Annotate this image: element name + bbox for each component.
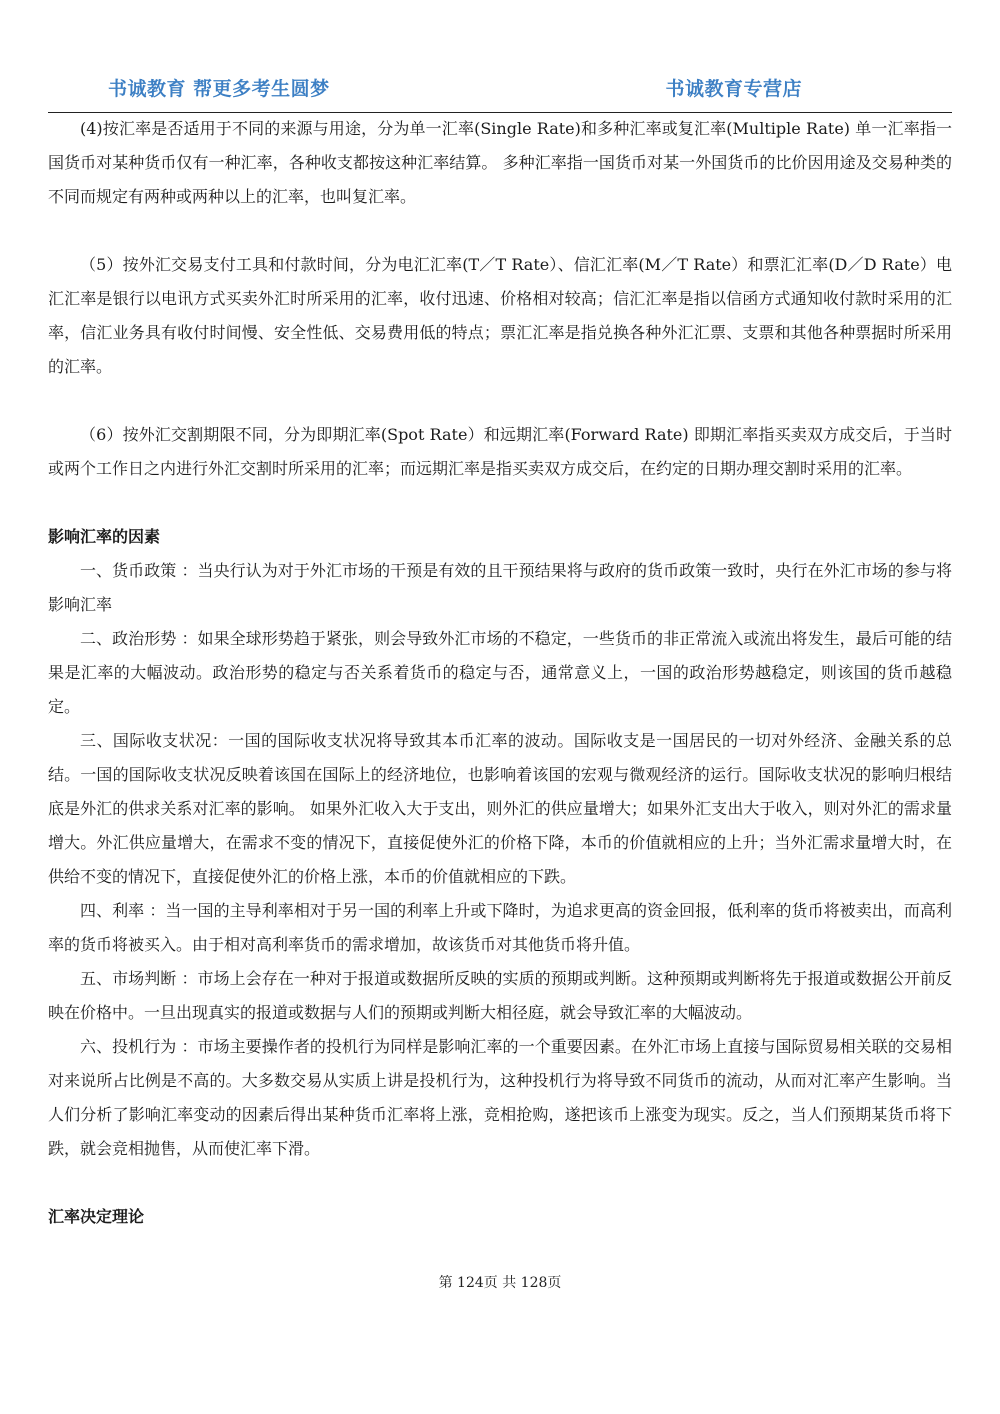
page-number: 第 124页 共 128页 (438, 1275, 562, 1291)
paragraph-gap (48, 1166, 952, 1200)
factor-market-judgment: 五、市场判断 ：市场上会存在一种对于报道或数据所反映的实质的预期或判断。这种预期或判断将先于报道或数据公开前反映在价格中。一旦出现真实的报道或数据与人们的预期或判断大相径庭，就会导致汇率的大幅波动。 (48, 969, 952, 1022)
paragraph-gap (48, 214, 952, 248)
section-heading-theory: 汇率决定理论 (48, 1207, 145, 1226)
paragraph-rate-payment: （5）按外汇交易支付工具和付款时间，分为电汇汇率(T／T Rate）、信汇汇率(M／T Rate）和票汇汇率(D／D Rate）电汇汇率是银行以电讯方式买卖外汇时所采用的汇率，收付迅速、价格相对较高；信汇汇率是指以信函方式通知收付款时采用的汇率，信汇业务具有收付时间慢、安全性低、交易费用低的特点；票汇汇率是指兑换各种外汇汇票、支票和其他各种票据时所采用的汇率。 (48, 255, 952, 376)
section-heading-factors: 影响汇率的因素 (48, 527, 161, 546)
paragraph-rate-delivery: （6）按外汇交割期限不同，分为即期汇率(Spot Rate）和远期汇率(Forward Rate) 即期汇率指买卖双方成交后，于当时或两个工作日之内进行外汇交割时所采用的汇率；而远期汇率是指买卖双方成交后，在约定的日期办理交割时采用的汇率。 (48, 425, 952, 478)
page-header (48, 70, 952, 113)
paragraph-gap (48, 486, 952, 520)
header-brand-slogan: 书诚教育 帮更多考生圆梦 (108, 78, 330, 100)
factor-political-situation: 二、政治形势 ：如果全球形势趋于紧张，则会导致外汇市场的不稳定，一些货币的非正常流入或流出将发生，最后可能的结果是汇率的大幅波动。政治形势的稳定与否关系着货币的稳定与否，通常意义上，一国的政治形势越稳定，则该国的货币越稳定。 (48, 629, 952, 716)
header-store-name: 书诚教育专营店 (665, 78, 802, 100)
factor-speculation: 六、投机行为 ：市场主要操作者的投机行为同样是影响汇率的一个重要因素。在外汇市场上直接与国际贸易相关联的交易相对来说所占比例是不高的。大多数交易从实质上讲是投机行为，这种投机行为将导致不同货币的流动，从而对汇率产生影响。当人们分析了影响汇率变动的因素后得出某种货币汇率将上涨，竞相抢购，遂把该币上涨变为现实。反之，当人们预期某货币将下跌，就会竞相抛售，从而使汇率下滑。 (48, 1037, 952, 1158)
document-body (48, 112, 952, 1234)
paragraph-rate-usage: (4)按汇率是否适用于不同的来源与用途，分为单一汇率(Single Rate)和多种汇率或复汇率(Multiple Rate) 单一汇率指一国货币对某种货币仅有一种汇率，各种收支都按这种汇率结算。 多种汇率指一国货币对某一外国货币的比价因用途及交易种类的不同而规定有两种或两种以上的汇率，也叫复汇率。 (48, 119, 952, 206)
factor-balance-of-payments: 三、国际收支状况：一国的国际收支状况将导致其本币汇率的波动。国际收支是一国居民的一切对外经济、金融关系的总结。一国的国际收支状况反映着该国在国际上的经济地位，也影响着该国的宏观与微观经济的运行。国际收支状况的影响归根结底是外汇的供求关系对汇率的影响。 如果外汇收入大于支出，则外汇的供应量增大；如果外汇支出大于收入，则对外汇的需求量增大。外汇供应量增大，在需求不变的情况下，直接促使外汇的价格下降，本币的价值就相应的上升；当外汇需求量增大时，在供给不变的情况下，直接促使外汇的价格上涨，本币的价值就相应的下跌。 (48, 731, 952, 886)
factor-monetary-policy: 一、货币政策 ：当央行认为对于外汇市场的干预是有效的且干预结果将与政府的货币政策一致时，央行在外汇市场的参与将影响汇率 (48, 561, 952, 614)
paragraph-gap (48, 384, 952, 418)
factor-interest-rate: 四、利率 ：当一国的主导利率相对于另一国的利率上升或下降时，为追求更高的资金回报，低利率的货币将被卖出，而高利率的货币将被买入。由于相对高利率货币的需求增加，故该货币对其他货币将升值。 (48, 901, 952, 954)
